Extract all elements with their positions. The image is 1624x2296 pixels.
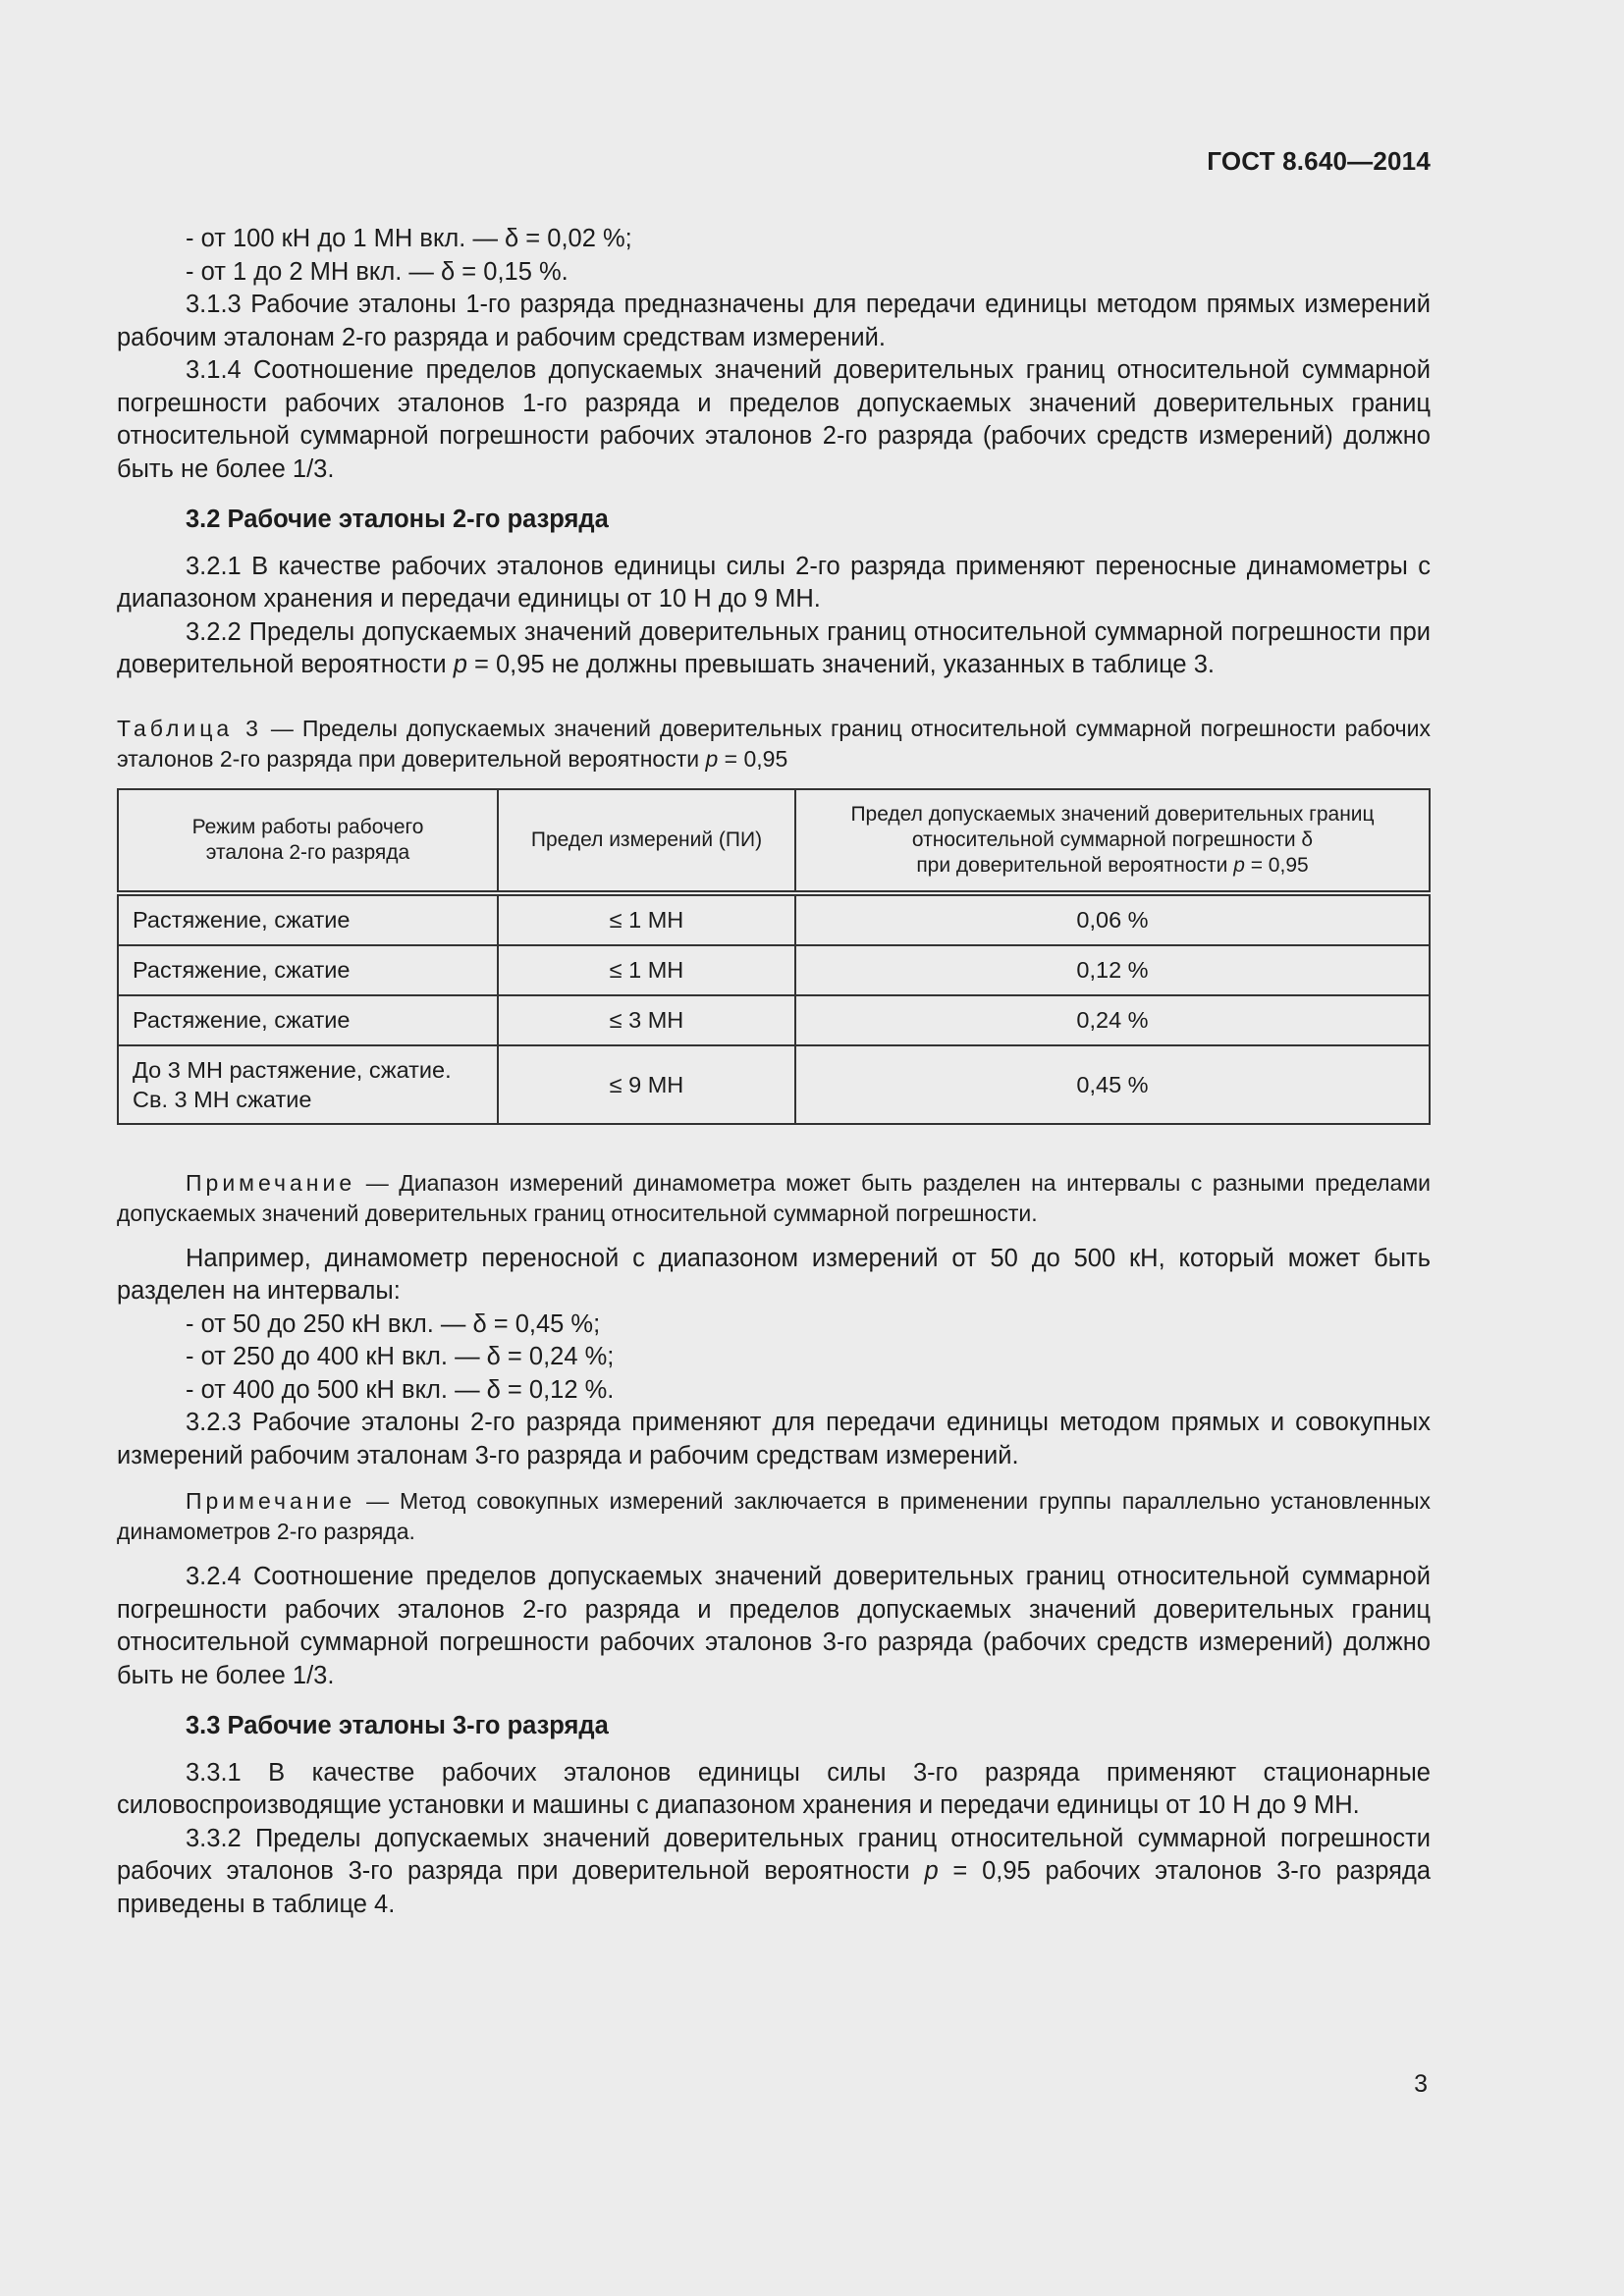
paragraph-3-2-4: 3.2.4 Соотношение пределов допускаемых значений доверительных границ относительной суммарной погрешности рабочих эталонов 2-го разряда и пределов допускаемых значений доверительных границ относительной суммарной погрешности рабочих эталонов 3-го разряда (рабочих средств измерений) должно быть не более 1/3. bbox=[117, 1563, 1431, 1689]
cell-limit: 0,12 % bbox=[795, 945, 1430, 995]
cell-limit: 0,45 % bbox=[795, 1045, 1430, 1124]
cell-mode: Растяжение, сжатие bbox=[118, 945, 498, 995]
cell-mode: Растяжение, сжатие bbox=[118, 995, 498, 1045]
cell-mode: До 3 МН растяжение, сжатие. Св. 3 МН сжатие bbox=[118, 1045, 498, 1124]
cell-limit: 0,24 % bbox=[795, 995, 1430, 1045]
page-content bbox=[117, 223, 1431, 1921]
table-row bbox=[118, 893, 1430, 945]
header-limit: Предел допускаемых значений доверительных границ относительной суммарной погрешности δ при доверительной вероятности p = 0,95 bbox=[795, 789, 1430, 893]
list-item: - от 100 кН до 1 МН вкл. — δ = 0,02 %; bbox=[186, 225, 632, 252]
example-paragraph: Например, динамометр переносной с диапазоном измерений от 50 до 500 кН, который может быть разделен на интервалы: bbox=[117, 1244, 1431, 1305]
table-3 bbox=[117, 788, 1431, 1125]
table-row bbox=[118, 995, 1430, 1045]
section-heading-3-3: 3.3 Рабочие эталоны 3-го разряда bbox=[186, 1712, 609, 1739]
cell-range: ≤ 1 МН bbox=[498, 945, 795, 995]
cell-range: ≤ 1 МН bbox=[498, 893, 795, 945]
standard-header: ГОСТ 8.640—2014 bbox=[1207, 146, 1431, 176]
header-range: Предел измерений (ПИ) bbox=[498, 789, 795, 893]
paragraph-3-1-3: 3.1.3 Рабочие эталоны 1-го разряда предназначены для передачи единицы методом прямых измерений рабочим эталонам 2-го разряда и рабочим средствам измерений. bbox=[117, 291, 1431, 351]
paragraph-3-3-2: 3.3.2 Пределы допускаемых значений доверительных границ относительной суммарной погрешности рабочих эталонов 3-го разряда при доверительной вероятности p = 0,95 рабочих эталонов 3-го разряда приведены в таблице 4. bbox=[117, 1824, 1432, 1918]
cell-limit: 0,06 % bbox=[795, 893, 1430, 945]
header-mode: Режим работы рабочего эталона 2-го разряда bbox=[118, 789, 498, 893]
list-item: - от 50 до 250 кН вкл. — δ = 0,45 %; bbox=[186, 1309, 601, 1338]
section-heading-3-2: 3.2 Рабочие эталоны 2-го разряда bbox=[186, 506, 609, 533]
table-row bbox=[118, 1045, 1430, 1124]
note-2: Примечание — Метод совокупных измерений заключается в применении группы параллельно установленных динамометров 2-го разряда. bbox=[117, 1488, 1431, 1544]
table-row bbox=[118, 945, 1430, 995]
table-header-row bbox=[118, 789, 1430, 893]
cell-range: ≤ 3 МН bbox=[498, 995, 795, 1045]
list-item: - от 250 до 400 кН вкл. — δ = 0,24 %; bbox=[186, 1343, 615, 1370]
list-item: - от 400 до 500 кН вкл. — δ = 0,12 %. bbox=[186, 1375, 615, 1404]
cell-mode: Растяжение, сжатие bbox=[118, 893, 498, 945]
cell-range: ≤ 9 МН bbox=[498, 1045, 795, 1124]
list-item: - от 1 до 2 МН вкл. — δ = 0,15 %. bbox=[186, 257, 568, 286]
paragraph-3-2-2: 3.2.2 Пределы допускаемых значений доверительных границ относительной суммарной погрешности при доверительной вероятности p = 0,95 не должны превышать значений, указанных в таблице 3. bbox=[117, 617, 1431, 678]
paragraph-3-1-4: 3.1.4 Соотношение пределов допускаемых значений доверительных границ относительной суммарной погрешности рабочих эталонов 1-го разряда и пределов допускаемых значений доверительных границ относительной суммарной погрешности рабочих эталонов 2-го разряда (рабочих средств измерений) должно быть не более 1/3. bbox=[117, 356, 1431, 483]
note-1: Примечание — Диапазон измерений динамометра может быть разделен на интервалы с разными пределами допускаемых значений доверительных границ относительной суммарной погрешности. bbox=[117, 1169, 1431, 1226]
paragraph-3-2-3: 3.2.3 Рабочие эталоны 2-го разряда применяют для передачи единицы методом прямых и совокупных измерений рабочим эталонам 3-го разряда и рабочим средствам измерений. bbox=[117, 1409, 1431, 1469]
table-3-caption: Таблица 3 — Пределы допускаемых значений доверительных границ относительной суммарной погрешности рабочих эталонов 2-го разряда при доверительной вероятности p = 0,95 bbox=[117, 715, 1431, 772]
page-number: 3 bbox=[1414, 2070, 1428, 2098]
paragraph-3-2-1: 3.2.1 В качестве рабочих эталонов единицы силы 2-го разряда применяют переносные динамометры с диапазоном хранения и передачи единицы от 10 Н до 9 МН. bbox=[117, 552, 1431, 613]
paragraph-3-3-1: 3.3.1 В качестве рабочих эталонов единицы силы 3-го разряда применяют стационарные силовоспроизводящие установки и машины с диапазоном хранения и передачи единицы от 10 Н до 9 МН. bbox=[117, 1758, 1431, 1819]
